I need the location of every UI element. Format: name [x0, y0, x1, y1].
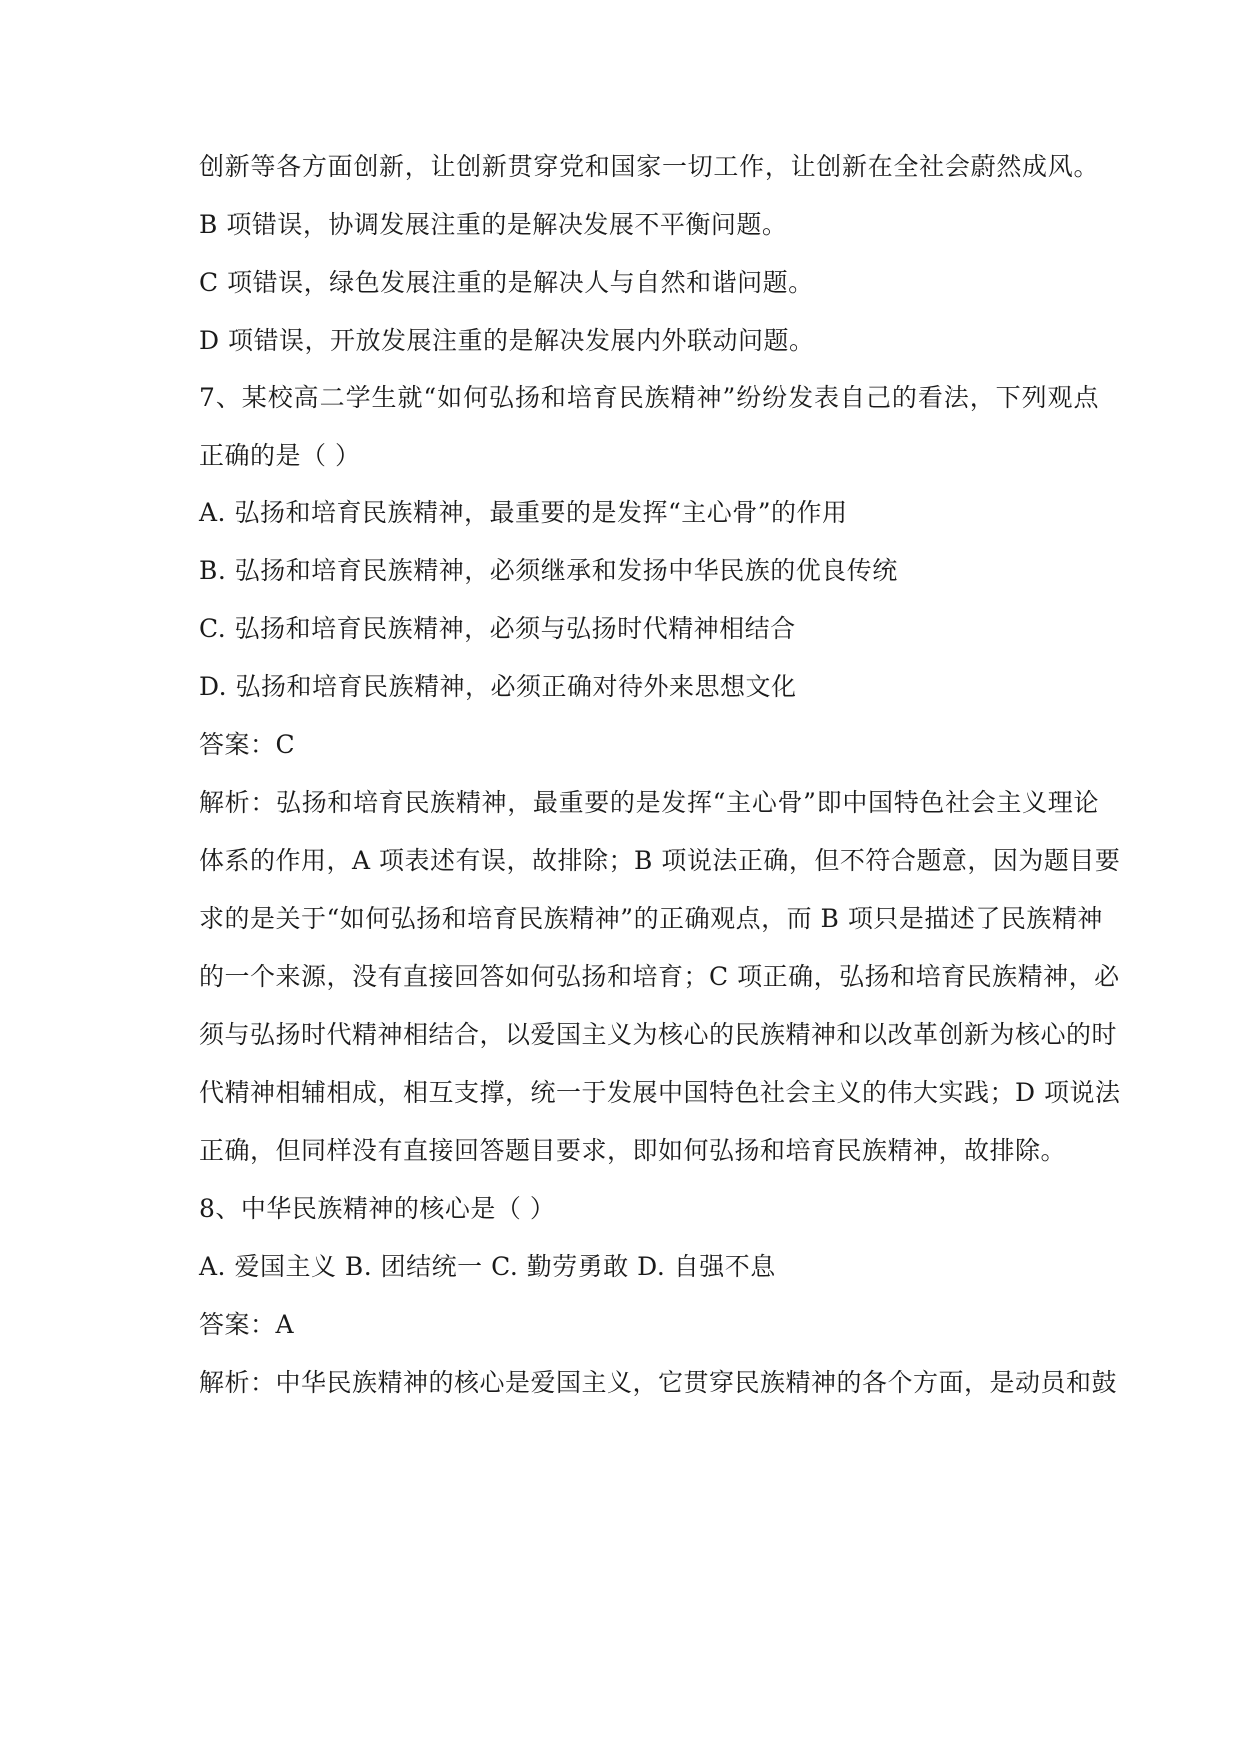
text-line: 创新等各方面创新，让创新贯穿党和国家一切工作，让创新在全社会蔚然成风。: [199, 152, 1099, 181]
answer-option: D. 弘扬和培育民族精神，必须正确对待外来思想文化: [199, 672, 797, 701]
question-stem: 正确的是（ ）: [199, 441, 361, 470]
question-stem: 7、某校高二学生就“如何弘扬和培育民族精神”纷纷发表自己的看法，下列观点: [199, 383, 1099, 412]
answer-option: B. 弘扬和培育民族精神，必须继承和发扬中华民族的优良传统: [199, 556, 898, 585]
answer-key: 答案：A: [199, 1310, 295, 1339]
text-line: B 项错误，协调发展注重的是解决发展不平衡问题。: [199, 210, 788, 239]
text-line: C 项错误，绿色发展注重的是解决人与自然和谐问题。: [199, 268, 814, 297]
answer-options-inline: A. 爱国主义 B. 团结统一 C. 勤劳勇敢 D. 自强不息: [199, 1252, 776, 1281]
analysis-text: 须与弘扬时代精神相结合，以爱国主义为核心的民族精神和以改革创新为核心的时: [199, 1020, 1118, 1049]
analysis-text: 正确，但同样没有直接回答题目要求，即如何弘扬和培育民族精神，故排除。: [199, 1136, 1067, 1165]
analysis-text: 求的是关于“如何弘扬和培育民族精神”的正确观点，而 B 项只是描述了民族精神: [199, 904, 1103, 933]
answer-option: A. 弘扬和培育民族精神，最重要的是发挥“主心骨”的作用: [199, 498, 848, 527]
text-line: D 项错误，开放发展注重的是解决发展内外联动问题。: [199, 326, 815, 355]
answer-option: C. 弘扬和培育民族精神，必须与弘扬时代精神相结合: [199, 614, 796, 643]
analysis-text: 解析：弘扬和培育民族精神，最重要的是发挥“主心骨”即中国特色社会主义理论: [199, 788, 1099, 817]
question-stem: 8、中华民族精神的核心是（ ）: [199, 1194, 556, 1223]
analysis-text: 代精神相辅相成，相互支撑，统一于发展中国特色社会主义的伟大实践；D 项说法: [199, 1078, 1121, 1107]
analysis-text: 体系的作用，A 项表述有误，故排除；B 项说法正确，但不符合题意，因为题目要: [199, 846, 1121, 875]
answer-key: 答案：C: [199, 730, 296, 759]
analysis-text: 的一个来源，没有直接回答如何弘扬和培育；C 项正确，弘扬和培育民族精神，必: [199, 962, 1120, 991]
analysis-text: 解析：中华民族精神的核心是爱国主义，它贯穿民族精神的各个方面，是动员和鼓: [199, 1368, 1118, 1397]
